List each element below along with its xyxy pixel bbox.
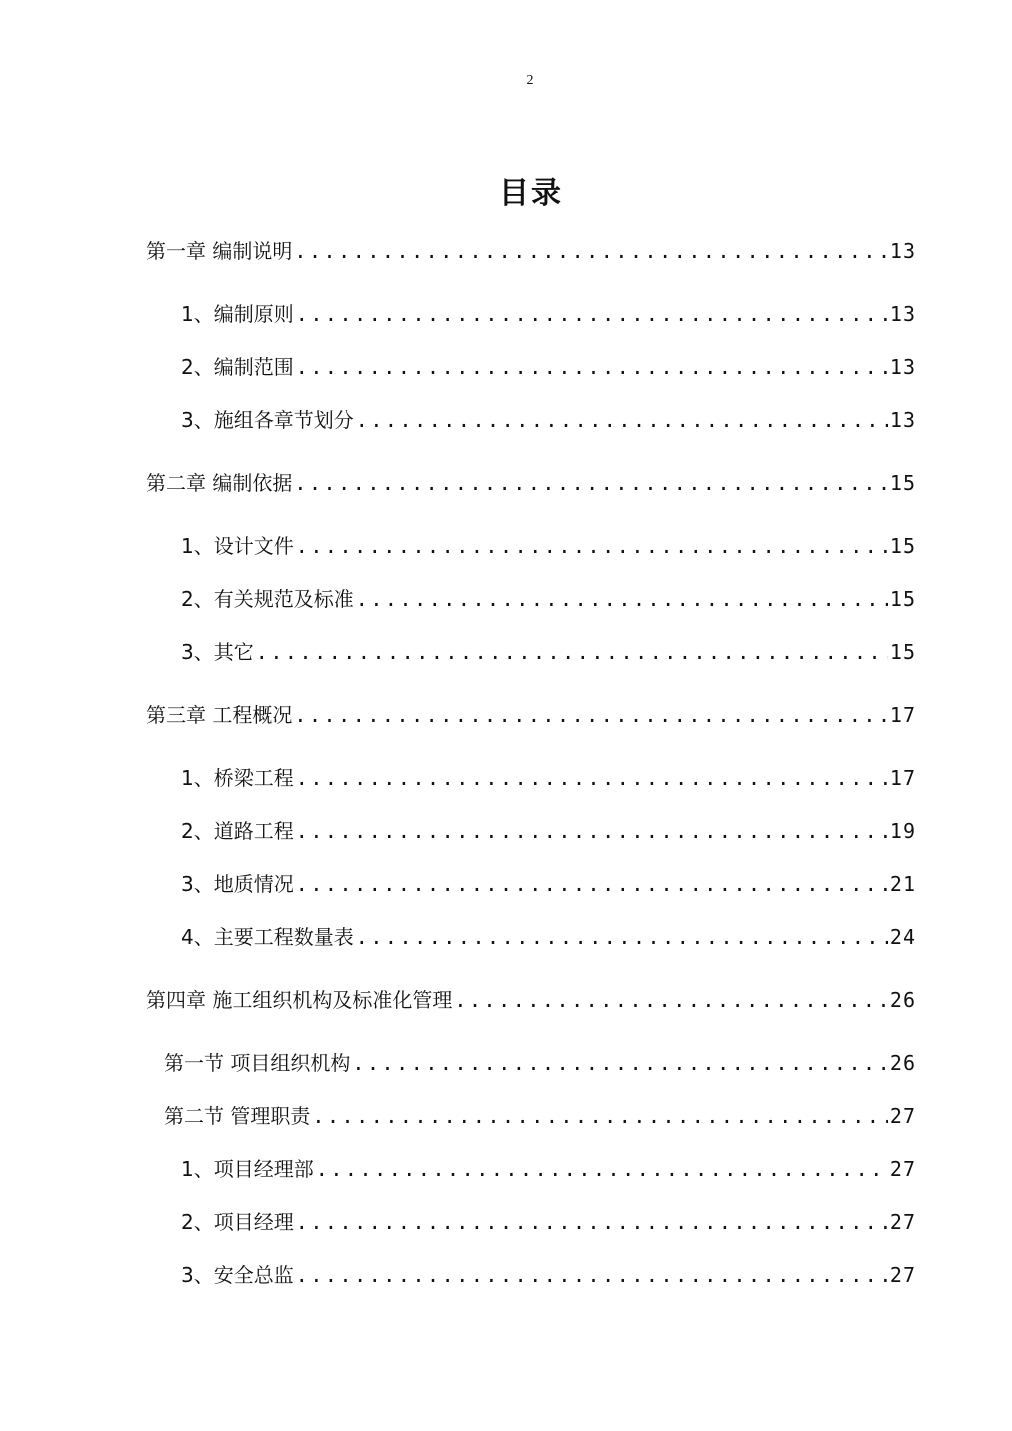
toc-entry-page: 15 — [889, 640, 916, 664]
toc-entry[interactable] — [146, 236, 916, 266]
toc-leader — [356, 922, 888, 952]
toc-leader — [312, 1101, 888, 1131]
toc-leader — [296, 1207, 888, 1237]
toc-leader — [296, 352, 888, 382]
toc-entry-page: 19 — [889, 819, 916, 843]
toc-entry-page: 13 — [889, 239, 916, 263]
toc-entry-label: 第一章 编制说明 — [146, 239, 293, 263]
toc-entry[interactable] — [181, 531, 916, 561]
toc-entry-label: 3、其它 — [181, 640, 254, 664]
toc-entry-page: 21 — [889, 872, 916, 896]
toc-entry[interactable] — [181, 405, 916, 435]
toc-entry-page: 17 — [889, 766, 916, 790]
toc-entry-page: 27 — [889, 1263, 916, 1287]
toc-entry-label: 3、地质情况 — [181, 872, 294, 896]
toc-entry-page: 27 — [889, 1210, 916, 1234]
toc-entry-page: 24 — [889, 925, 916, 949]
toc-entry-label: 2、项目经理 — [181, 1210, 294, 1234]
toc-leader — [296, 299, 888, 329]
toc-entry-label: 3、安全总监 — [181, 1263, 294, 1287]
toc-leader — [454, 985, 888, 1015]
toc-entry-page: 13 — [889, 408, 916, 432]
toc-leader — [316, 1154, 888, 1184]
toc-entry-label: 2、有关规范及标准 — [181, 587, 354, 611]
toc-leader — [294, 468, 888, 498]
toc-entry-label: 1、项目经理部 — [181, 1157, 314, 1181]
toc-entry-label: 第一节 项目组织机构 — [164, 1051, 351, 1075]
toc-leader — [296, 1260, 888, 1290]
toc-entry-label: 4、主要工程数量表 — [181, 925, 354, 949]
toc-entry-page: 15 — [889, 471, 916, 495]
toc-entry-label: 第二章 编制依据 — [146, 471, 293, 495]
toc-leader — [352, 1048, 888, 1078]
toc-entry[interactable] — [146, 985, 916, 1015]
toc-entry-page: 27 — [889, 1157, 916, 1181]
toc-title: 目录 — [499, 176, 563, 211]
toc-entry[interactable] — [164, 1048, 916, 1078]
page-number: 2 — [526, 73, 534, 88]
toc-entry-label: 1、桥梁工程 — [181, 766, 294, 790]
toc-entry[interactable] — [181, 299, 916, 329]
toc-entry[interactable] — [181, 1207, 916, 1237]
toc-entry[interactable] — [181, 1154, 916, 1184]
toc-entry-page: 26 — [889, 1051, 916, 1075]
toc-entry[interactable] — [181, 1260, 916, 1290]
toc-entry-label: 第四章 施工组织机构及标准化管理 — [146, 988, 453, 1012]
toc-leader — [356, 584, 888, 614]
toc-entry[interactable] — [181, 763, 916, 793]
toc-entry[interactable] — [181, 352, 916, 382]
toc-leader — [296, 763, 888, 793]
toc-entry[interactable] — [181, 637, 916, 667]
toc-entry-label: 2、编制范围 — [181, 355, 294, 379]
toc-entry-page: 15 — [889, 587, 916, 611]
toc-entry-label: 第二节 管理职责 — [164, 1104, 311, 1128]
toc-entry-label: 第三章 工程概况 — [146, 703, 293, 727]
toc-leader — [296, 816, 888, 846]
toc-entry-label: 1、编制原则 — [181, 302, 294, 326]
toc-entry[interactable] — [181, 584, 916, 614]
toc-entry-page: 17 — [889, 703, 916, 727]
toc-entry-label: 2、道路工程 — [181, 819, 294, 843]
toc-leader — [294, 700, 888, 730]
toc-entry-page: 13 — [889, 355, 916, 379]
toc-leader — [356, 405, 888, 435]
toc-entry[interactable] — [181, 922, 916, 952]
toc-entry[interactable] — [181, 816, 916, 846]
toc-entry-label: 1、设计文件 — [181, 534, 294, 558]
toc-entry-page: 27 — [889, 1104, 916, 1128]
toc-entry[interactable] — [146, 700, 916, 730]
toc-entry[interactable] — [164, 1101, 916, 1131]
toc-entry[interactable] — [146, 468, 916, 498]
toc-entry-page: 13 — [889, 302, 916, 326]
toc-leader — [294, 236, 888, 266]
toc-leader — [296, 531, 888, 561]
toc-entry[interactable] — [181, 869, 916, 899]
toc-leader — [256, 637, 888, 667]
toc-entry-page: 26 — [889, 988, 916, 1012]
toc-entry-label: 3、施组各章节划分 — [181, 408, 354, 432]
toc-entry-page: 15 — [889, 534, 916, 558]
toc-leader — [296, 869, 888, 899]
